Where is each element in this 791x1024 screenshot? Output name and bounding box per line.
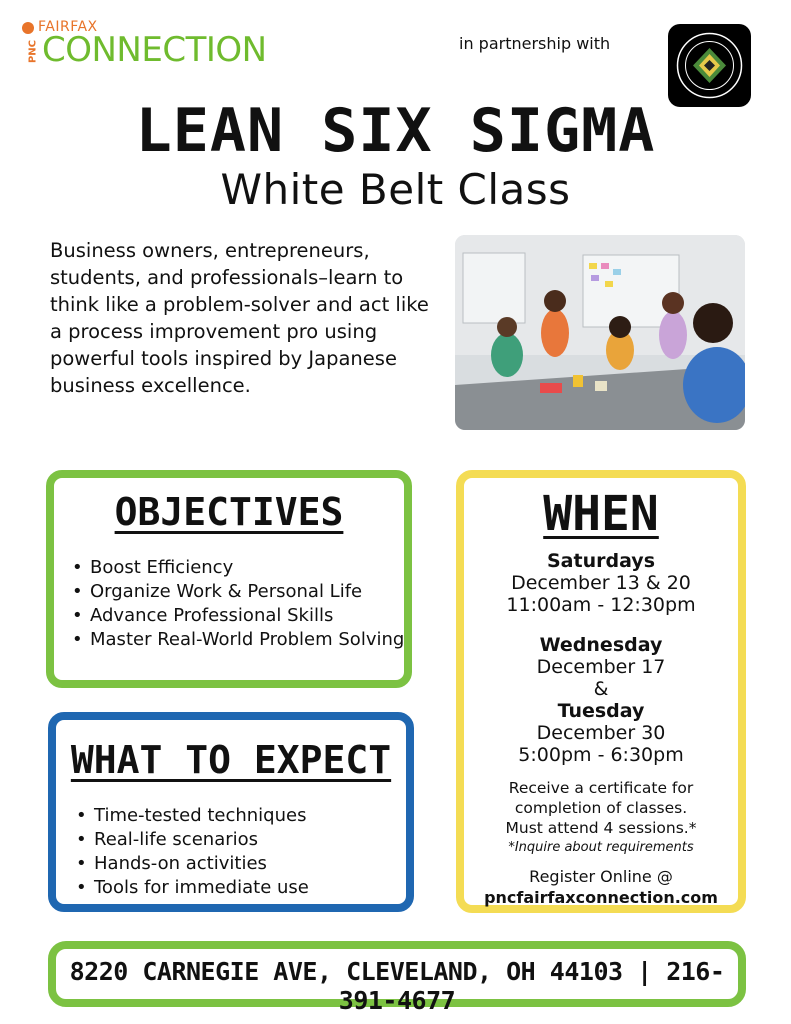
registration-info bbox=[464, 866, 738, 908]
partner-emblem-icon bbox=[668, 24, 751, 107]
partner-logo bbox=[668, 24, 751, 107]
address-box bbox=[48, 941, 746, 1015]
objectives-heading: OBJECTIVES bbox=[114, 490, 344, 534]
logo-side-text: PNC bbox=[27, 39, 39, 64]
note-line: completion of classes. bbox=[514, 799, 688, 817]
schedule-day: Wednesday bbox=[539, 634, 663, 656]
logo-small-text: FAIRFAX bbox=[38, 19, 98, 35]
list-item: • Real-life scenarios bbox=[74, 828, 404, 852]
register-label: Register Online @ bbox=[529, 867, 673, 886]
intro-paragraph: Business owners, entrepreneurs, students, and professionals–learn to think like a problem-solver and act like a process improvement pro using powerful tools inspired by Japanese business excellence. bbox=[50, 239, 429, 397]
note-line: Must attend 4 sessions.* bbox=[505, 819, 697, 837]
schedule-day: Saturdays bbox=[546, 550, 656, 572]
expect-list bbox=[74, 804, 404, 900]
what-to-expect-box bbox=[48, 712, 414, 912]
saturday-schedule bbox=[464, 550, 738, 616]
list-item: • Master Real-World Problem Solving bbox=[70, 628, 410, 652]
pnc-fairfax-logo bbox=[22, 16, 302, 74]
schedule-dates: December 17 bbox=[536, 656, 666, 678]
when-box bbox=[456, 470, 746, 913]
meeting-photo-illustration bbox=[455, 235, 745, 430]
schedule-time: 5:00pm - 6:30pm bbox=[518, 744, 684, 766]
list-item: • Tools for immediate use bbox=[74, 876, 404, 900]
requirements-note: *Inquire about requirements bbox=[508, 840, 694, 855]
page-subtitle: White Belt Class bbox=[220, 165, 571, 214]
schedule-ampersand: & bbox=[593, 678, 609, 700]
when-heading: WHEN bbox=[543, 486, 659, 542]
schedule-dates: December 30 bbox=[536, 722, 666, 744]
logo-big-text: CONNECTION bbox=[42, 30, 267, 70]
list-item: • Organize Work & Personal Life bbox=[70, 580, 410, 604]
certificate-note bbox=[464, 778, 738, 858]
list-item: • Advance Professional Skills bbox=[70, 604, 410, 628]
address-text: 8220 CARNEGIE AVE, CLEVELAND, OH 44103 | 216-391-4677 bbox=[69, 957, 725, 1015]
objectives-box bbox=[46, 470, 412, 688]
schedule-dates: December 13 & 20 bbox=[511, 572, 691, 594]
list-item: • Boost Efficiency bbox=[70, 556, 410, 580]
expect-heading: WHAT TO EXPECT bbox=[70, 738, 392, 782]
schedule-time: 11:00am - 12:30pm bbox=[506, 594, 696, 616]
objectives-list bbox=[70, 556, 410, 652]
note-line: Receive a certificate for bbox=[508, 779, 694, 797]
pnc-seal-icon bbox=[22, 22, 34, 34]
weekday-schedule bbox=[464, 634, 738, 766]
list-item: • Hands-on activities bbox=[74, 852, 404, 876]
schedule-day: Tuesday bbox=[557, 700, 645, 722]
register-link[interactable]: pncfairfaxconnection.com bbox=[484, 888, 718, 907]
page-title: LEAN SIX SIGMA bbox=[135, 96, 656, 166]
class-photo bbox=[455, 235, 745, 430]
list-item: • Time-tested techniques bbox=[74, 804, 404, 828]
partnership-text: in partnership with bbox=[459, 34, 611, 53]
